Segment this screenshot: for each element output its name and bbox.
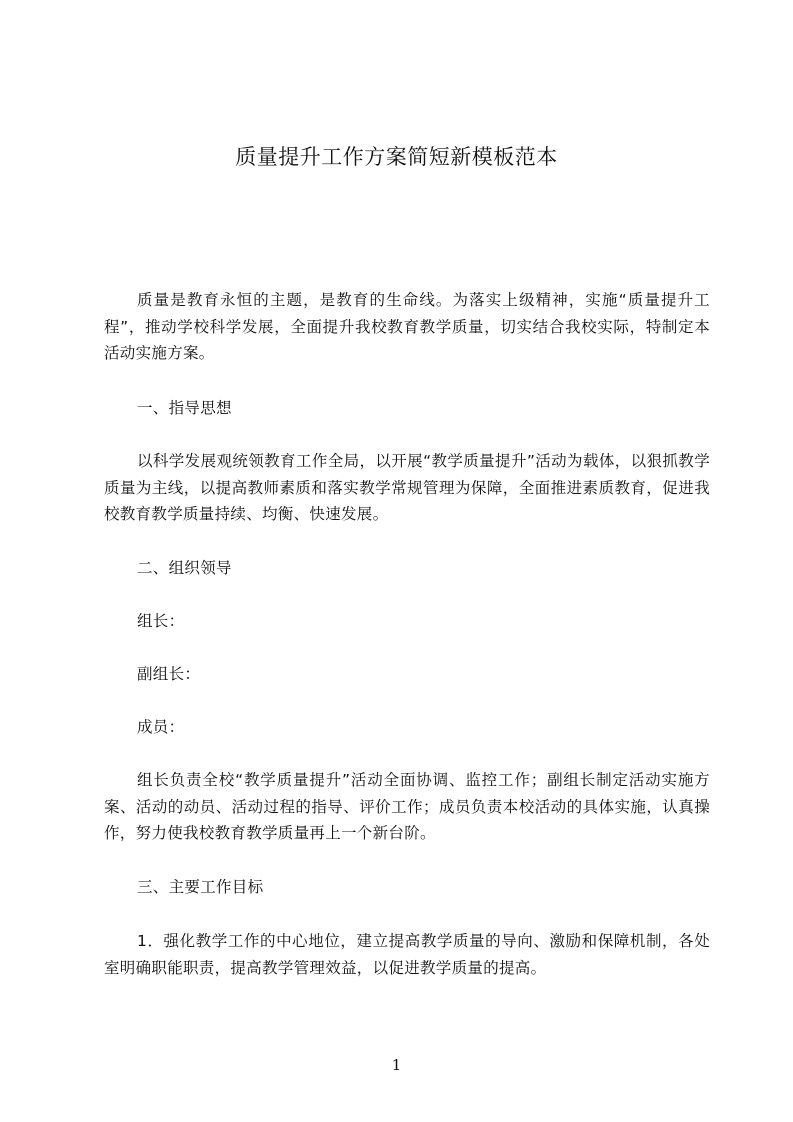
goal-item-1: 1．强化教学工作的中心地位，建立提高教学质量的导向、激励和保障机制，各处室明确职能职责，提高教学管理效益，以促进教学质量的提高。 <box>104 932 710 977</box>
organization-duties-paragraph: 组长负责全校“教学质量提升”活动全面协调、监控工作；副组长制定活动实施方案、活动的动员、活动过程的指导、评价工作；成员负责本校活动的具体实施，认真操作，努力使我校教育教学质量再上一个新台阶。 <box>104 771 710 842</box>
members-label: 成员： <box>137 718 185 736</box>
section-heading-goals: 三、主要工作目标 <box>137 878 264 896</box>
guiding-ideology-paragraph: 以科学发展观统领教育工作全局，以开展“教学质量提升”活动为载体，以狠抓教学质量为主线，以提高教师素质和落实教学常规管理为保障，全面推进素质教育，促进我校教育教学质量持续、均衡、快速发展。 <box>104 452 710 523</box>
leader-label: 组长： <box>137 612 185 630</box>
section-heading-guiding-ideology: 一、指导思想 <box>137 399 232 417</box>
deputy-leader-label: 副组长： <box>137 665 201 683</box>
document-title: 质量提升工作方案简短新模板范本 <box>235 145 558 169</box>
intro-paragraph: 质量是教育永恒的主题，是教育的生命线。为落实上级精神，实施“质量提升工程”，推动学校科学发展，全面提升我校教育教学质量，切实结合我校实际，特制定本活动实施方案。 <box>104 291 710 362</box>
page-number: 1 <box>391 1056 402 1074</box>
section-heading-organization: 二、组织领导 <box>137 559 232 577</box>
